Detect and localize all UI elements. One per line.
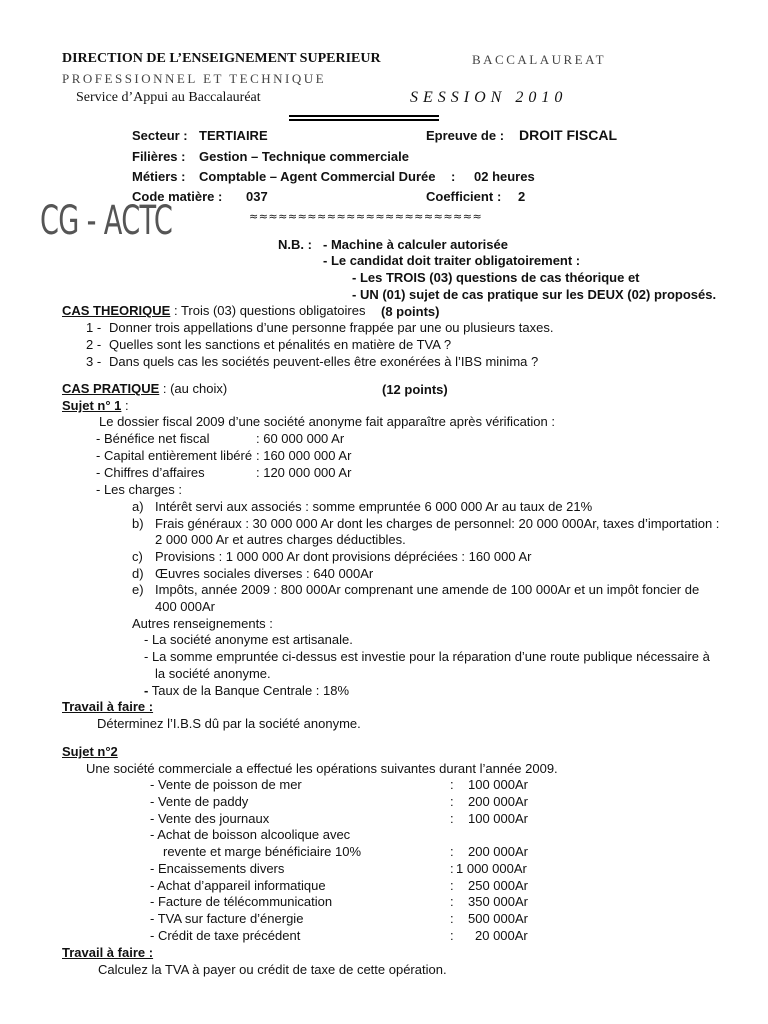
metiers-value: Comptable – Agent Commercial Durée (199, 169, 436, 184)
nb-label: N.B. : (278, 237, 312, 252)
charge-letter: e) (132, 582, 144, 597)
question-1: Donner trois appellations d’une personne frappée par une ou plusieurs taxes. (109, 320, 554, 335)
charge-letter: b) (132, 516, 144, 531)
secteur-value: TERTIAIRE (199, 128, 268, 143)
charge-text: Impôts, année 2009 : 800 000Ar comprenant une amende de 100 000Ar et un impôt foncier de (155, 582, 700, 597)
header-divider (289, 115, 439, 121)
filieres-label: Filières : (132, 149, 186, 164)
operation-separator: : (450, 911, 454, 926)
operation-value: 350 000Ar (468, 894, 528, 909)
question-2-number: 2 - (86, 337, 102, 352)
autres-item: - La somme empruntée ci-dessus est investie pour la réparation d’une route publique nécessaire à (144, 649, 710, 664)
autres-item-text: La somme empruntée ci-dessus est investie pour la réparation d’une route publique nécessaire à (151, 649, 710, 664)
question-2: Quelles sont les sanctions et pénalités en matière de TVA ? (109, 337, 452, 352)
question-3-number: 3 - (86, 354, 102, 369)
charge-text: Provisions : 1 000 000 Ar dont provisions dépréciées : 160 000 Ar (155, 549, 532, 564)
metiers-label: Métiers : (132, 169, 186, 184)
sujet-1-item: - Capital entièrement libéré (96, 448, 253, 463)
cas-theorique-points: (8 points) (381, 304, 440, 319)
operation-separator: : (450, 794, 454, 809)
operation-value: 200 000Ar (468, 844, 528, 859)
epreuve-label: Epreuve de : (426, 128, 505, 143)
sujet-1-item: - Les charges : (96, 482, 182, 497)
nb-line-3: - Les TROIS (03) questions de cas théorique et (352, 270, 640, 285)
autres-item-text: La société anonyme est artisanale. (151, 632, 353, 647)
sujet-1-travail-title: Travail à faire : (62, 699, 154, 714)
charge-text-continued: 400 000Ar (155, 599, 215, 614)
operation-label: - Crédit de taxe précédent (150, 928, 301, 943)
service-label: Service d’Appui au Baccalauréat (76, 90, 261, 105)
coefficient-separator: : (497, 189, 502, 204)
operation-separator: : (450, 928, 454, 943)
sujet-1-heading (62, 398, 129, 413)
operation-separator: : (450, 894, 454, 909)
question-1-number: 1 - (86, 320, 102, 335)
charge-text-continued: 2 000 000 Ar et autres charges déductibles. (155, 532, 406, 547)
filieres-value: Gestion – Technique commerciale (199, 149, 409, 164)
sujet-1-item-value: : 160 000 000 Ar (256, 448, 352, 463)
operation-value: 100 000Ar (468, 777, 528, 792)
direction-title: DIRECTION DE L’ENSEIGNEMENT SUPERIEUR (62, 51, 381, 66)
cas-pratique-title: CAS PRATIQUE (62, 381, 160, 396)
operation-separator: : (450, 844, 454, 859)
sujet-1-item-value: : 120 000 000 Ar (256, 465, 352, 480)
charge-text: Intérêt servi aux associés : somme empruntée 6 000 000 Ar au taux de 21% (155, 499, 593, 514)
item-label: Capital entièrement libéré (103, 448, 253, 463)
charge-letter: d) (132, 566, 144, 581)
cas-pratique-points: (12 points) (382, 382, 448, 397)
sujet-1-item-value: : 60 000 000 Ar (256, 431, 345, 446)
charge-text: Œuvres sociales diverses : 640 000Ar (155, 566, 374, 581)
wave-divider: ≈≈≈≈≈≈≈≈≈≈≈≈≈≈≈≈≈≈≈≈≈≈≈≈ (249, 210, 483, 223)
operation-label: - Vente de paddy (150, 794, 249, 809)
sujet-1-title: Sujet n° 1 (62, 398, 122, 413)
charge-letter: a) (132, 499, 144, 514)
sujet-1-travail-text: Déterminez l’I.B.S dû par la société anonyme. (97, 716, 361, 731)
operation-label: - Vente de poisson de mer (150, 777, 302, 792)
operation-value: 1 000 000Ar (456, 861, 527, 876)
operation-separator: : (450, 777, 454, 792)
sujet-2-travail-title: Travail à faire : (62, 945, 154, 960)
session-label: SESSION 2010 (410, 89, 568, 106)
duree-value: 02 heures (474, 169, 535, 184)
code-value: 037 (246, 189, 268, 204)
autres-item-continued: la société anonyme. (155, 666, 271, 681)
operation-label: - Achat de boisson alcoolique avec (150, 827, 351, 842)
operation-label: revente et marge bénéficiaire 10% (163, 844, 362, 859)
sujet-1-item: - Chiffres d’affaires (96, 465, 205, 480)
epreuve-value: DROIT FISCAL (519, 127, 617, 143)
operation-value: 200 000Ar (468, 794, 528, 809)
nb-line-1: - Machine à calculer autorisée (323, 237, 508, 252)
sujet-1-intro: Le dossier fiscal 2009 d’une société anonyme fait apparaître après vérification : (99, 414, 555, 429)
item-label: Chiffres d’affaires (103, 465, 205, 480)
pro-tech-label: PROFESSIONNEL ET TECHNIQUE (62, 71, 327, 86)
operation-value: 100 000Ar (468, 811, 528, 826)
stamp-cg-actc: CG - ACTC (40, 198, 173, 244)
duree-separator: : (451, 169, 456, 184)
operation-separator: : (450, 861, 454, 876)
question-3: Dans quels cas les sociétés peuvent-elles être exonérées à l’IBS minima ? (109, 354, 539, 369)
sujet-1-colon: : (121, 398, 129, 413)
autres-item: - Taux de la Banque Centrale : 18% (144, 683, 350, 698)
operation-label: - Facture de télécommunication (150, 894, 333, 909)
charge-letter: c) (132, 549, 143, 564)
code-label: Code matière : (132, 189, 223, 204)
operation-label: - Encaissements divers (150, 861, 285, 876)
sujet-2-title: Sujet n°2 (62, 744, 118, 759)
operation-label: - Vente des journaux (150, 811, 270, 826)
nb-line-4: - UN (01) sujet de cas pratique sur les DEUX (02) proposés. (352, 287, 717, 302)
coefficient-label: Coefficient (426, 189, 494, 204)
nb-line-2: - Le candidat doit traiter obligatoirement : (323, 253, 581, 268)
autres-item-text: Taux de la Banque Centrale : 18% (151, 683, 350, 698)
autres-title: Autres renseignements : (132, 616, 273, 631)
cas-pratique-desc: : (au choix) (159, 381, 228, 396)
operation-value: 20 000Ar (475, 928, 528, 943)
coefficient-value: 2 (518, 189, 526, 204)
operation-value: 500 000Ar (468, 911, 528, 926)
baccalaureat-label: BACCALAUREAT (472, 52, 607, 67)
item-label: Bénéfice net fiscal (103, 431, 210, 446)
secteur-label: Secteur : (132, 128, 188, 143)
cas-theorique-heading (62, 303, 365, 318)
cas-pratique-heading (62, 381, 227, 396)
sujet-1-item: - Bénéfice net fiscal (96, 431, 210, 446)
cas-theorique-title: CAS THEORIQUE (62, 303, 171, 318)
sujet-2-intro: Une société commerciale a effectué les opérations suivantes durant l’année 2009. (86, 761, 558, 776)
operation-label: - TVA sur facture d’énergie (150, 911, 304, 926)
cas-theorique-desc: : Trois (03) questions obligatoires (170, 303, 366, 318)
operation-separator: : (450, 811, 454, 826)
charge-text: Frais généraux : 30 000 000 Ar dont les charges de personnel: 20 000 000Ar, taxes d’importation : (155, 516, 720, 531)
autres-item: - La société anonyme est artisanale. (144, 632, 353, 647)
item-label: Les charges : (103, 482, 182, 497)
operation-separator: : (450, 878, 454, 893)
operation-value: 250 000Ar (468, 878, 528, 893)
sujet-2-travail-text: Calculez la TVA à payer ou crédit de taxe de cette opération. (98, 962, 447, 977)
operation-label: - Achat d’appareil informatique (150, 878, 326, 893)
